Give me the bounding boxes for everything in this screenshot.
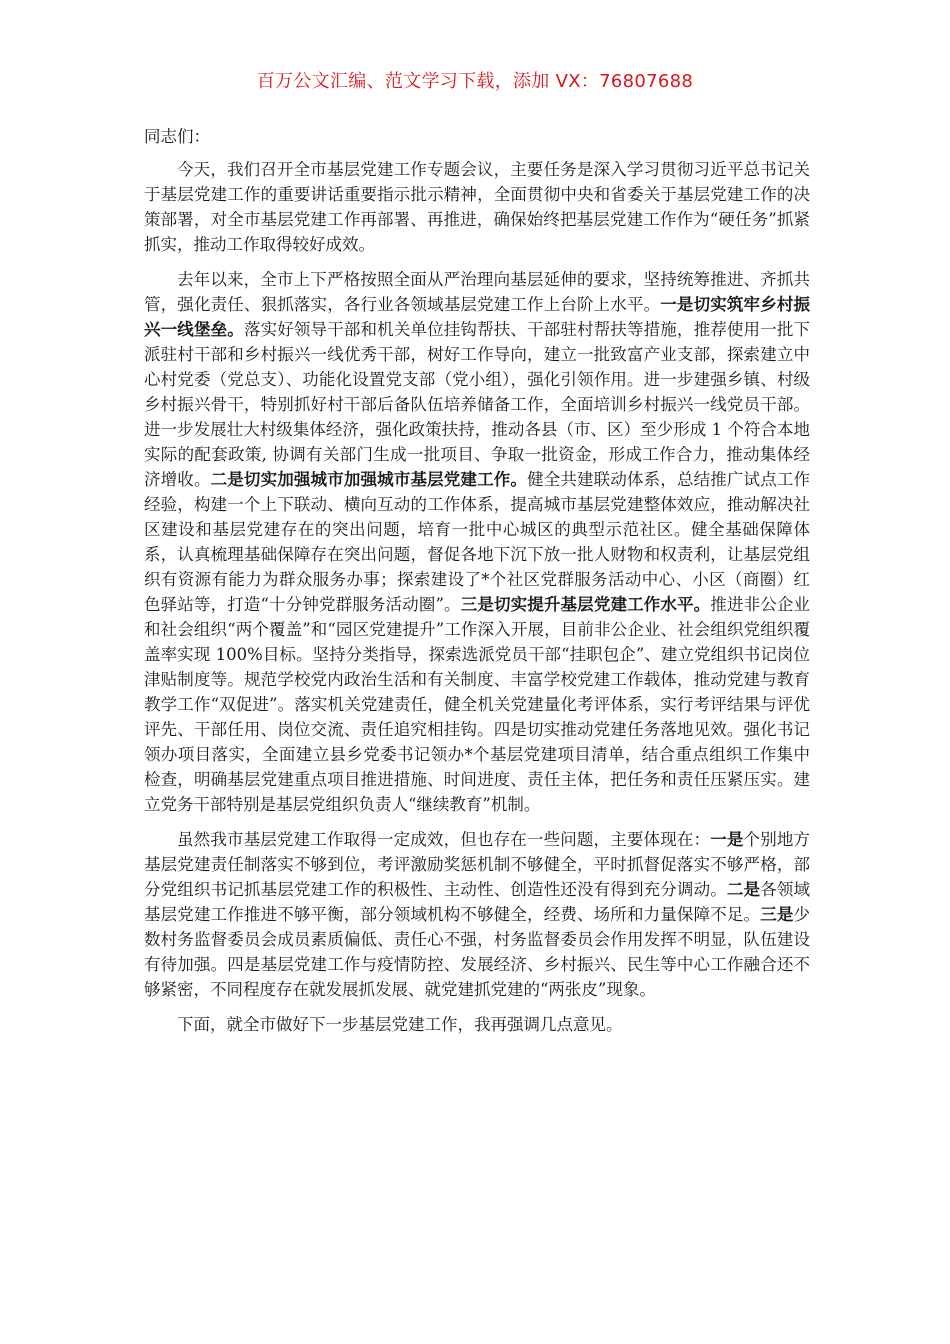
paragraph-intro: 今天，我们召开全市基层党建工作专题会议，主要任务是深入学习贯彻习近平总书记关于基层党建工作的重要讲话重要指示批示精神，全面贯彻中央和省委关于基层党建工作的决策部署，对全市基层党建工作再部署、再推进，确保始终把基层党建工作作为“硬任务”抓紧抓实，推动工作取得较好成效。 bbox=[144, 160, 810, 254]
urban-party-building-text: 健全共建联动体系，总结推广试点工作经验，构建一个上下联动、横向互动的工作体系，提高城市基层党建整体效应，推动解决社区建设和基层党建存在的突出问题，培育一批中心城区的典型示范社区。健全基础保障体系，认真梳理基础保障存在突出问题，督促各地下沉下放一批人财物和权责利，让基层党组织有资源有能力为群众服务办事；探索建设了*个社区党群服务活动中心、小区（商圈）红色驿站等，打造“十分钟党群服务活动圈”。 bbox=[144, 470, 811, 614]
watermark-header: 百万公文汇编、范文学习下载，添加 VX：76807688 bbox=[256, 71, 694, 92]
problem-three-label: 三是 bbox=[760, 905, 794, 924]
rural-revitalization-text: 落实好领导干部和机关单位挂钩帮扶、干部驻村帮扶等措施，推荐使用一批下派驻村干部和乡村振兴一线优秀干部，树好工作导向，建立一批致富产业支部，探索建立中心村党委（党总支）、功能化设置党支部（党小组），强化引领作用。进一步建强乡镇、村级乡村振兴骨干，特别抓好村干部后备队伍培养储备工作，全面培训乡村振兴一线党员干部。进一步发展壮大村级集体经济，强化政策扶持，推动各县（市、区）至少形成 1 个符合本地实际的配套政策, 协调有关部门生成一批项目、争取一批资金，形成工作合力，推动集体经济增收。 bbox=[144, 320, 811, 489]
paragraph-next-steps: 下面，就全市做好下一步基层党建工作，我再强调几点意见。 bbox=[177, 1015, 623, 1034]
improve-level-text: 推进非公企业和社会组织“两个覆盖”和“园区党建提升”工作深入开展，目前非公企业、社会组织党组织覆盖率实现 100%目标。坚持分类指导，探索选派党员干部“挂职包企”、建立党组织书记岗位津贴制度等。规范学校党内政治生活和有关制度、丰富学校党建工作载体，推动党建与教育教学工作“双促进”。落实机关党建责任，健全机关党建量化考评体系，实行考评结果与评优评先、干部任用、岗位交流、责任追究相挂钩。四是切实推动党建任务落地见效。强化书记领办项目落实，全面建立县乡党委书记领办*个基层党建项目清单，结合重点组织工作集中检查，明确基层党建重点项目推进措施、时间进度、责任主体，把任务和责任压紧压实。建立党务干部特别是基层党组织负责人“继续教育”机制。 bbox=[144, 595, 810, 814]
heading-rural-revitalization: 一是切实筑牢乡村振兴一线堡垒。 bbox=[144, 295, 811, 339]
problem-two-text: 各领域基层党建工作推进不够平衡，部分领域机构不够健全，经费、场所和力量保障不足。 bbox=[144, 880, 811, 924]
problem-one-label: 一是 bbox=[710, 830, 744, 849]
document-body bbox=[144, 124, 810, 1047]
problem-one-text: 个别地方基层党建责任制落实不够到位，考评激励奖惩机制不够健全，平时抓督促落实不够严格，部分党组织书记抓基层党建工作的积极性、主动性、创造性还没有得到充分调动。 bbox=[144, 830, 811, 899]
heading-urban-party-building: 二是切实加强城市加强城市基层党建工作。 bbox=[210, 470, 528, 489]
paragraph-problems bbox=[144, 827, 810, 1002]
salutation: 同志们： bbox=[144, 127, 210, 146]
heading-improve-level: 三是切实提升基层党建工作水平。 bbox=[460, 595, 711, 614]
problems-lead: 虽然我市基层党建工作取得一定成效，但也存在一些问题，主要体现在： bbox=[177, 830, 711, 849]
problem-three-text: 少数村务监督委员会成员素质偏低、责任心不强，村务监督委员会作用发挥不明显，队伍建设有待加强。四是基层党建工作与疫情防控、发展经济、乡村振兴、民生等中心工作融合还不够紧密，不同程度存在就发展抓发展、就党建抓党建的“两张皮”现象。 bbox=[144, 905, 811, 999]
paragraph-achievements bbox=[144, 267, 810, 817]
achievements-lead: 去年以来，全市上下严格按照全面从严治理向基层延伸的要求，坚持统筹推进、齐抓共管，强化责任、狠抓落实，各行业各领域基层党建工作上台阶上水平。 bbox=[144, 270, 810, 314]
problem-two-label: 二是 bbox=[726, 880, 761, 899]
